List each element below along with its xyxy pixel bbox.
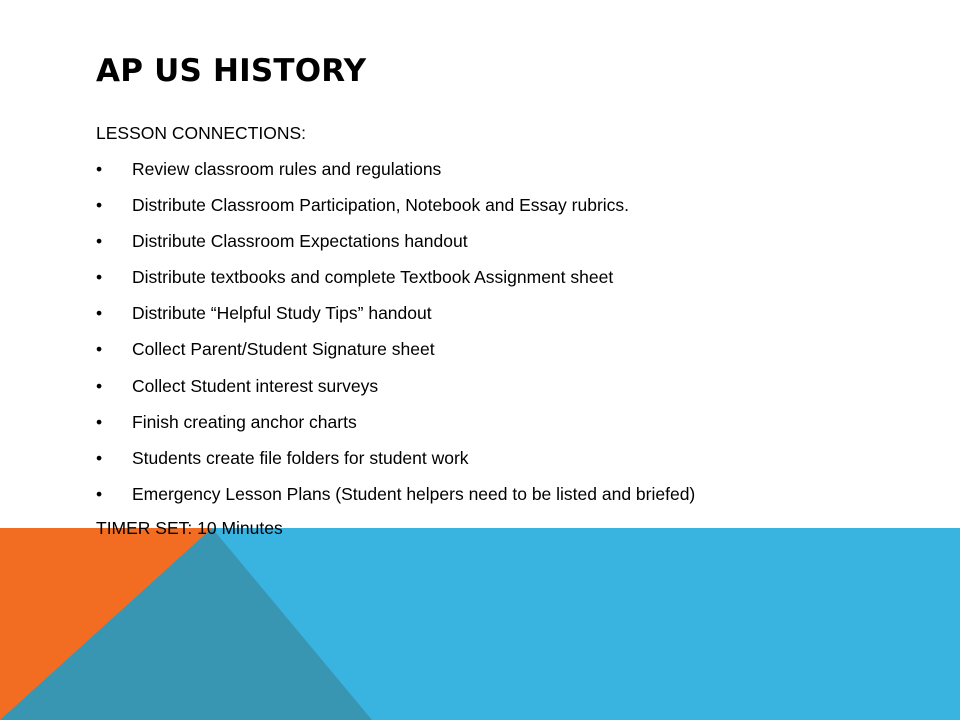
list-item-text: Distribute “Helpful Study Tips” handout: [132, 303, 432, 324]
list-item-text: Review classroom rules and regulations: [132, 159, 442, 179]
slide-title: AP US HISTORY: [96, 53, 367, 89]
list-item-text: Students create file folders for student work: [132, 447, 469, 468]
bullet-icon: •: [96, 231, 103, 252]
timer-text: TIMER SET: 10 Minutes: [96, 517, 283, 538]
bullet-icon: •: [96, 339, 103, 360]
list-item-text: Collect Student interest surveys: [132, 375, 379, 396]
list-item: [96, 157, 916, 181]
slide-content: [96, 121, 916, 540]
bullet-icon: •: [96, 159, 103, 179]
list-item: [96, 229, 916, 253]
bullet-icon: •: [96, 303, 103, 324]
list-item-text: Collect Parent/Student Signature sheet: [132, 339, 435, 360]
list-item-text: Distribute textbooks and complete Textbook Assignment sheet: [132, 267, 614, 288]
list-item: [96, 374, 916, 398]
bullet-icon: •: [96, 195, 103, 216]
list-item: [96, 482, 916, 506]
bullet-icon: •: [96, 267, 103, 288]
bullet-icon: •: [96, 483, 103, 504]
list-item-text: Distribute Classroom Expectations handout: [132, 231, 468, 252]
list-item: [96, 301, 916, 325]
section-heading: LESSON CONNECTIONS:: [96, 123, 307, 143]
list-item-text: Emergency Lesson Plans (Student helpers need to be listed and briefed): [132, 483, 696, 504]
bullet-icon: •: [96, 411, 103, 432]
list-item: [96, 265, 916, 289]
list-item: [96, 193, 916, 217]
list-item: [96, 446, 916, 470]
bullet-icon: •: [96, 375, 103, 396]
list-item: [96, 410, 916, 434]
list-item-text: Distribute Classroom Participation, Notebook and Essay rubrics.: [132, 195, 630, 216]
list-item-text: Finish creating anchor charts: [132, 411, 357, 432]
bullet-icon: •: [96, 447, 103, 468]
list-item: [96, 337, 916, 361]
lesson-connections-list: [96, 157, 916, 506]
